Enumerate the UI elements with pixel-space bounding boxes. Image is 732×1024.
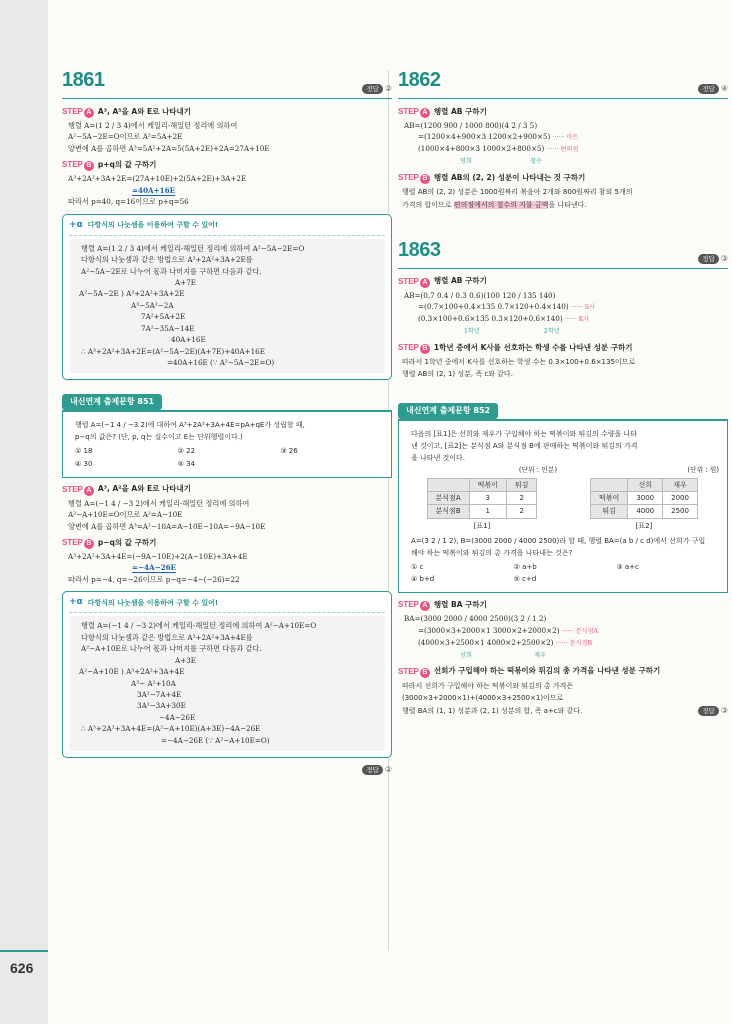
plus-alpha-icon: +α [69, 597, 83, 608]
step-a: STEP A A³, A⁵을 A와 E로 나타내기 [62, 106, 192, 116]
tip-header: +α 다항식의 나눗셈을 이용하여 구할 수 있어! [69, 219, 385, 236]
solution-line: 양변에 A를 곱하면 A³=5A²+2A=5(5A+2E)+2A=27A+10E [68, 143, 270, 153]
choice[interactable]: ④ 30 [75, 459, 93, 468]
choices [75, 446, 383, 468]
problem-1862-header: 1862 정답 ④ [398, 66, 728, 99]
tip-box [62, 214, 392, 381]
solution-line: =40A+16E [132, 185, 176, 195]
choice[interactable]: ④ b+d [411, 575, 435, 584]
step-b: STEP B 행렬 AB의 (2, 2) 성분이 나타내는 것 구하기 [398, 172, 586, 183]
question-text: p−q의 값은? (단, p, q는 실수이고 E는 단위행렬이다.) [75, 433, 243, 442]
page-number: 626 [10, 960, 34, 976]
table-2: (단위 : 원) 선희 재우 떡볶이 3000 2000 튀김 4000 2500 [표2] [569, 466, 719, 530]
right-column: 1862 정답 ④ STEP A 행렬 AB 구하기 AB=(1200 900 / 1000 800)(4 2 / 3 5) =(1200×4+900×3 1200×2+900×5) ······ 마트 (1000×4+800×3 1000×2+800×5) ······ 편의점 영희 철수 STEP B 행렬 AB의 (2, 2) 성분이 나타내는 것 구하기 행렬 AB의 (2, 2) 성분은 1000원짜리 볶음아 2개와 800원짜리 참외 5개의 가격의 합이므로 편의점에서의 철수의 지불 금액을 나타낸다. 1863 정답 ③ STEP A 행렬 AB 구하기 AB=(0.7 0.4 / 0.3 0.6)(100 120 / 135 140) =(0.7×100+0.4×135 0.7×120+0.4×140) ······ S사 (0.3×100+0.6×135 0.3×120+0.6×140) ······ K사 1학년 2학년 STEP B 1학년 중에서 K사를 선호하는 학생 수를 나타낸 성분 구하기 따라서 1학년 중에서 K사를 선호하는 학생 수는 0.3×100+0.6×135이므로 행렬 AB의 (2, 1) 성분, 즉 c와 같다. 내신연계 출제문항 852 다음의 [표1]은 선희와 재우가 구입해야 하는 떡볶이와 튀김의 수량을 나타 낸 것이고, [표2]는 분식점 A와 분식점 B에 판매하는 떡볶이와 튀김의 가격 을 나타낸 것이다. (단위 : 인분) 떡볶이 튀김 분식점A 3 2 분식점B 1 2 [표1] (단위 : 원) 선희 재우 떡볶이 3000 2000 튀김 4000 2500 [표2] A=(3 2 / 1 2), B=(3000 2000 / 4000 2500)라 할 때, 행렬 BA=(a b / c d)에서 선희가 구입 해야 하는 떡볶이와 튀김의 총 가격을 나타내는 것은? ① c ② a+b ③ a+c ④ b+d ⑤ c+d STEP A 행렬 BA 구하기 BA=(3000 2000 / 4000 2500)(3 2 / 1 2) =(3000×3+2000×1 3000×2+2000×2) ······ 분식점A (4000×3+2500×1 4000×2+2500×2) ······ 분식점B 선희 재우 STEP B 선희가 구입해야 하는 떡볶이와 튀김의 총 가격을 나타낸 성분 구하기 따라서 선희가 구입해야 하는 떡볶이와 튀김의 총 가격은 (3000×3+2000×1)+(4000×3+2500×1)이므로 행렬 BA의 (1, 1) 성분과 (2, 1) 성분의 합, 즉 a+c와 같다. 정답 ③ [398, 66, 728, 719]
step-b: STEP B p+q의 값 구하기 [62, 159, 157, 170]
problem-1861-header [62, 66, 392, 99]
choice[interactable]: ① c [411, 563, 424, 572]
page-number-bar [0, 950, 48, 952]
left-column: 1861 정답 ② STEP A A³, A⁵을 A와 E로 나타내기 행렬 A=(1 2 / 3 4)에서 케일리-해밀턴 정리에 의하여 A²−5A−2E=O이므로 A²=5A+2E 양변에 A를 곱하면 A³=5A²+2A=5(5A+2E)+2A=27A+10E STEP B p+q의 값 구하기 A³+2A²+3A+2E=(27A+10E)+2(5A+2E)+3A+2E =40A+16E 따라서 p=40, q=16이므로 p+q=56 +α 다항식의 나눗셈을 이용하여 구할 수 있어! 행렬 A=(1 2 / 3 4)에서 케일리-해밀턴 정리에 의하여 A²−5A−2E=O 다항식의 나눗셈과 같은 방법으로 A³+2A²+3A+2E를 A²−5A−2E로 나누어 몫과 나머지를 구하면 다음과 같다. A+7E A²−5A−2E ) A³+2A²+3A+2E A³−5A²−2A 7A²+5A+2E 7A²−35A−14E 40A+16E ∴ A³+2A²+3A+2E=(A²−5A−2E)(A+7E)+40A+16E =40A+16E (∵ A²−5A−2E=O) 내신연계 출제문항 851 행렬 A=(−1 4 / −3 2)에 대하여 A³+2A²+3A+4E=pA+qE가 성립할 때, p−q의 값은? (단, p, q는 실수이고 E는 단위행렬이다.) ① 18 ② 22 ③ 26 ④ 30 ⑤ 34 STEP A A³, A²을 A와 E로 나타내기 행렬 A=(−1 4 / −3 2)에서 케일리-해밀턴 정리에 의하여 A²−A+10E=O이므로 A²=A−10E 양변에 A를 곱하면 A³=A²−10A=A−10E−10A=−9A−10E STEP B p−q의 값 구하기 A³+2A²+3A+4E=(−9A−10E)+2(A−10E)+3A+4E =−4A−26E 따라서 p=−4, q=−26이므로 p−q=−4−(−26)=22 +α 다항식의 나눗셈을 이용하여 구할 수 있어! 행렬 A=(−1 4 / −3 2)에서 케일리-해밀턴 정리에 의하여 A²−A+10E=O 다항식의 나눗셈과 같은 방법으로 A³+2A²+3A+4E를 A²−A+10E로 나누어 몫과 나머지를 구하면 다음과 같다. A+3E A²−A+10E ) A³+2A²+3A+4E A³− A²+10A 3A²−7A+4E 3A²−3A+30E −4A−26E ∴ A³+2A²+3A+4E=(A²−A+10E)(A+3E)−4A−26E =−4A−26E (∵ A²−A+10E=O) 정답 ② [62, 66, 392, 776]
tip-box [62, 591, 392, 758]
solution-line: 따라서 p=40, q=16이므로 p+q=56 [68, 197, 189, 207]
solution-line: A³+2A²+3A+2E=(27A+10E)+2(5A+2E)+3A+2E [68, 174, 247, 184]
linked-problem-851 [62, 410, 392, 478]
choice[interactable]: ② 22 [177, 447, 196, 456]
question-text: 행렬 A=(−1 4 / −3 2)에 대하여 A³+2A²+3A+4E=pA+qE가 성립할 때, [75, 421, 305, 430]
choice[interactable]: ② a+b [513, 563, 537, 572]
choice[interactable]: ⑤ 34 [177, 459, 196, 468]
problem-number: 1861 [62, 69, 105, 91]
choice[interactable]: ③ 26 [280, 447, 298, 456]
linked-problem-label: 내신연계 출제문항 851 [62, 394, 162, 410]
problem-1863-header: 1863 정답 ③ [398, 236, 728, 269]
tip-header: +α 다항식의 나눗셈을 이용하여 구할 수 있어! [69, 596, 385, 613]
step-a: STEP A A³, A²을 A와 E로 나타내기 [62, 484, 192, 494]
table-1: (단위 : 인분) 떡볶이 튀김 분식점A 3 2 분식점B 1 2 [표1] [407, 466, 557, 530]
answer-badge: 정답 ② [362, 83, 392, 95]
solution-line: A²−5A−2E=O이므로 A²=5A+2E [68, 132, 183, 142]
choice[interactable]: ③ a+c [616, 563, 639, 572]
final-answer: 정답 ② [62, 764, 392, 776]
tip-content: 행렬 A=(−1 4 / −3 2)에서 케일리-해밀턴 정리에 의하여 A²−A+10E=O 다항식의 나눗셈과 같은 방법으로 A³+2A²+3A+4E를 A²−A+10E로 나누어 몫과 나머지를 구하면 다음과 같다. A+3E A²−A+10E ) A³+2A²+3A+4E A³− A²+10A 3A²−7A+4E 3A²−3A+30E −4A−26E ∴ A³+2A²+3A+4E=(A²−A+10E)(A+3E)−4A−26E =−4A−26E (∵ A²−A+10E=O) [69, 616, 385, 751]
linked-problem-852: 다음의 [표1]은 선희와 재우가 구입해야 하는 떡볶이와 튀김의 수량을 나타 낸 것이고, [표2]는 분식점 A와 분식점 B에 판매하는 떡볶이와 튀김의 가격 을 나타낸 것이다. (단위 : 인분) 떡볶이 튀김 분식점A 3 2 분식점B 1 2 [표1] (단위 : 원) 선희 재우 떡볶이 3000 2000 튀김 4000 2500 [표2] A=(3 2 / 1 2), B=(3000 2000 / 4000 2500)라 할 때, 행렬 BA=(a b / c d)에서 선희가 구입 해야 하는 떡볶이와 튀김의 총 가격을 나타내는 것은? ① c ② a+b ③ a+c ④ b+d ⑤ c+d [398, 419, 728, 593]
choices [411, 562, 719, 584]
step-a: STEP A 행렬 AB 구하기 [398, 106, 487, 116]
linked-problem-label: 내신연계 출제문항 852 [398, 403, 498, 419]
step-b: STEP B p−q의 값 구하기 [62, 537, 157, 547]
answer-badge: 정답 ④ [698, 83, 728, 95]
tables [407, 466, 719, 530]
choice[interactable]: ⑤ c+d [513, 575, 537, 584]
page [48, 0, 732, 1024]
solution-line: 행렬 A=(1 2 / 3 4)에서 케일리-해밀턴 정리에 의하여 [68, 121, 238, 130]
choice[interactable]: ① 18 [75, 447, 93, 456]
plus-alpha-icon: +α [69, 219, 83, 230]
tip-content: 행렬 A=(1 2 / 3 4)에서 케일리-해밀턴 정리에 의하여 A²−5A−2E=O 다항식의 나눗셈과 같은 방법으로 A³+2A²+3A+2E를 A²−5A−2E로 나누어 몫과 나머지를 구하면 다음과 같다. A+7E A²−5A−2E ) A³+2A²+3A+2E A³−5A²−2A 7A²+5A+2E 7A²−35A−14E 40A+16E ∴ A³+2A²+3A+2E=(A²−5A−2E)(A+7E)+40A+16E =40A+16E (∵ A²−5A−2E=O) [69, 239, 385, 374]
